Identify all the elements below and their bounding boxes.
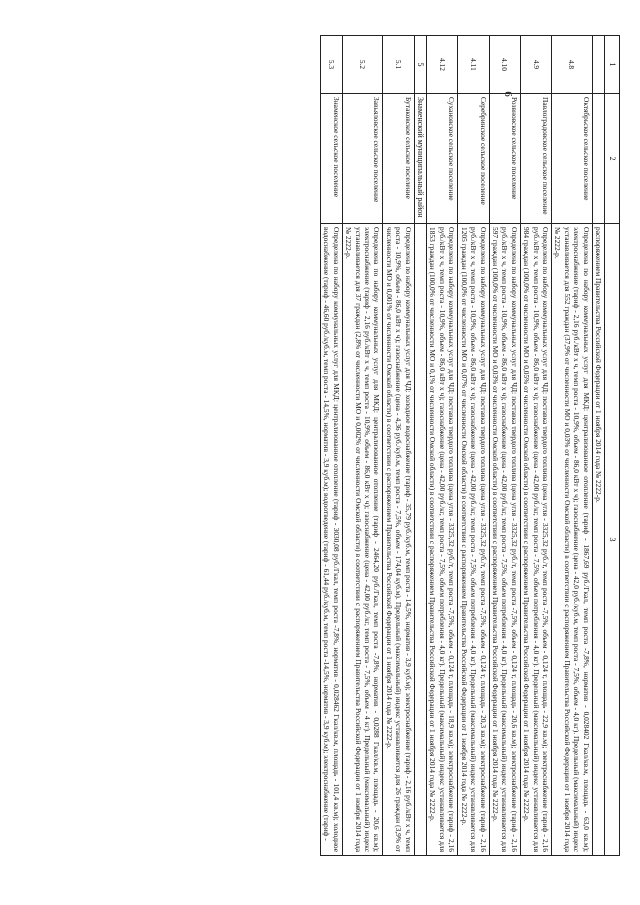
row-description: Определена по набору коммунальных услуг для ЧД: поставка твердого топлива (цена угля - 3325,32 руб./т, темп роста -7,5%, объем - 0,124 т, площадь - 20,6 кв.м); электроснабжение (тариф - 2,16 руб./кВт х ч, темп роста - 10,9%, объем - 86,0 кВт х ч); газоснабжение (цена - 42,00 руб./кг, темп роста - 7,5%, объем потребления - 4,0 кг). Предельный (максимальный) индекс устанавливается для 597 граждан (100,0% от численности МО и 0,03% от численности Омской области) в соответствии с распоряжением Правительства Российской Федерации от 1 ноября 2014 года № 2222-р. (489, 224, 520, 856)
settlement-name: Серебринское сельское поселение (458, 94, 489, 224)
row-description: Определена по набору коммунальных услуг для ЧД: поставка твердого топлива (цена угля - 3325,32 руб./т, темп роста -7,5%, объем - 0,124 т, площадь - 22,9 кв.м); электроснабжение (тариф - 2,16 руб./кВт х ч, темп роста - 10,9%, объем - 86,0 кВт х ч); газоснабжение (цена - 42,00 руб./кг, темп роста - 7,5%, объем потребления - 4,0 кг). Предельный (максимальный) индекс устанавливается для 984 граждан (100,0% от численности МО и 0,05% от численности Омской области) в соответствии с распоряжением Правительства Российской Федерации от 1 ноября 2014 года № 2222-р. (520, 224, 551, 856)
settlement-name: Бутаковское сельское поселение (383, 94, 414, 224)
section-number: 5 (414, 36, 426, 94)
settlement-name: Розвновское сельское поселение (489, 94, 520, 224)
row-description: Определена по набору коммунальных услуг для МКД: централизованное отопление (тариф - 1867,69 руб./Гкал, темп роста -7,8%, норматив - 0,028402 Гкал/кв.м, площадь - 63,0 кв.м); электроснабжение (тариф - 2,16 руб./кВт х ч, темп роста - 10,9%, объем - 86,0 кВт х ч); газоснабжение (цена - 42,0 руб./куб.м, темп роста - 7,5%, объем - 4,0 кг). Предельный (максимальный) индекс устанавливается для 552 граждан (37,9% от численности МО и 0,03% от численности Омской области) в соответствии с распоряжением Правительства Российской Федерации от 1 ноября 2014 года № 2222-р. (551, 224, 592, 856)
table-row (342, 36, 383, 856)
row-description: Определена по набору коммунальных услуг для ЧД: поставка твердого топлива (цена угля - 3325,32 руб./т, темп роста -7,5%, объем - 0,124 т, площадь - 18,9 кв.м); электроснабжение (тариф - 2,16 руб./кВт х ч, темп роста - 10,9%, объем - 86,0 кВт х ч); газоснабжение (цена - 42,00 руб./кг, темп роста - 7,5%, объем потребления - 4,0 кг). Предельный (максимальный) индекс устанавливается для 1853 граждан (100,0% от численности МО и 0,1% от численности Омской области) в соответствии с распоряжением Правительства Российской Федерации от 1 ноября 2014 года № 2222-р. (427, 224, 458, 856)
data-table (320, 35, 620, 856)
column-header-3: 3 (605, 224, 620, 856)
section-row (414, 36, 426, 856)
row-number: 4.10 (489, 36, 520, 94)
row-number: 4.11 (458, 36, 489, 94)
settlement-name: Знаменское сельское поселение (321, 94, 343, 224)
row-number: 4.8 (551, 36, 592, 94)
row-number: 4.12 (427, 36, 458, 94)
section-name: Знаменский муниципальный район (414, 94, 426, 224)
row-number: 5.2 (342, 36, 383, 94)
table-row (551, 36, 592, 856)
row-description: Определена по набору коммунальных услуг для МКД: централизованное отопление (тариф - 3030,08 руб./Гкал, темп роста -7,8%, норматив - 0,028462 Гкал/кв.м, площадь - 101,4 кв.м); холодное водоснабжение (тариф - 46,60 руб./куб.м, темп роста - 14,5%, норматив - 3,9 куб.м); водоотведение (тариф - 61,44 руб./куб.м, темп роста -14,5%, норматив - 3,9 куб.м); электроснабжение (тариф - (321, 224, 343, 856)
column-header-1: 1 (605, 36, 620, 94)
page-number: 6 (502, 91, 514, 97)
settlement-name: Октябрьское сельское поселение (551, 94, 592, 224)
row-description: Определена по набору коммунальных услуг для ЧД: холодное водоснабжение (тариф - 35,79 руб./куб.м, темп роста - 14,5%, норматив - 3,9 куб.м); электроснабжение (тариф - 2,16 руб./кВт х ч, темп роста - 10,9%, объем - 86,0 кВт х ч); газоснабжение (цена - 4,36 руб./куб.м, темп роста - 7,5%, объем - 174,04 куб.м). Предельный (максимальный) индекс устанавливается для 26 граждан (3,9% от численности МО и 0,001% от численности Омской области) в соответствии с распоряжением Правительства Российской Федерации от 1 ноября 2014 года № 2222-р. (383, 224, 414, 856)
table-row (520, 36, 551, 856)
settlement-name: Сухановское сельское поселение (427, 94, 458, 224)
intro-text: распоряжением Правительства Российской Федерации от 1 ноября 2014 года № 2222-р. (592, 224, 604, 856)
column-header-2: 2 (605, 94, 620, 224)
row-number: 5.1 (383, 36, 414, 94)
row-description: Определена по набору коммунальных услуг для МКД: централизованное отопление (тариф - 2464,20 руб./Гкал, темп роста -7,8%, норматив - 0,0288 Гкал/кв.м, площадь - 20,6 кв.м); электроснабжение (тариф - 2,16 руб./кВт х ч, темп роста - 10,9%, объем - 86,0 кВт х ч); газоснабжение (цена - 42,00 руб./кг, темп роста - 7,5%, объем - 4 кг). Предельный (максимальный) индекс устанавливается для 37 граждан (2,8% от численности МО и 0,002% от численности Омской области) в соответствии с распоряжением Правительства Российской Федерации от 1 ноября 2014 года № 2222-р. (342, 224, 383, 856)
table-row (383, 36, 414, 856)
header-row (605, 36, 620, 856)
table-row (427, 36, 458, 856)
table-row (489, 36, 520, 856)
settlement-name: Павлоградовское сельское поселение (520, 94, 551, 224)
row-number: 5.3 (321, 36, 343, 94)
table-row (458, 36, 489, 856)
table-row (592, 36, 604, 856)
settlement-name: Завьяловское сельское поселение (342, 94, 383, 224)
row-number: 4.9 (520, 36, 551, 94)
table-row (321, 36, 343, 856)
row-description: Определена по набору коммунальных услуг для ЧД: поставка твердого топлива (цена угля - 3325,32 руб./т, темп роста -7,5%, объем - 0,124 т, площадь - 20,3 кв.м); электроснабжение (тариф - 2,16 руб./кВт х ч, темп роста - 10,9%, объем - 86,0 кВт х ч); газоснабжение (цена - 42,00 руб./кг, темп роста - 7,5%, объем потребления - 4,0 кг). Предельный (максимальный) индекс устанавливается для 1205 граждан (100,0% от численности МО и 0,07% от численности Омской области) в соответствии с распоряжением Правительства Российской Федерации от 1 ноября 2014 года № 2222-р. (458, 224, 489, 856)
rotated-document (12, 35, 620, 855)
